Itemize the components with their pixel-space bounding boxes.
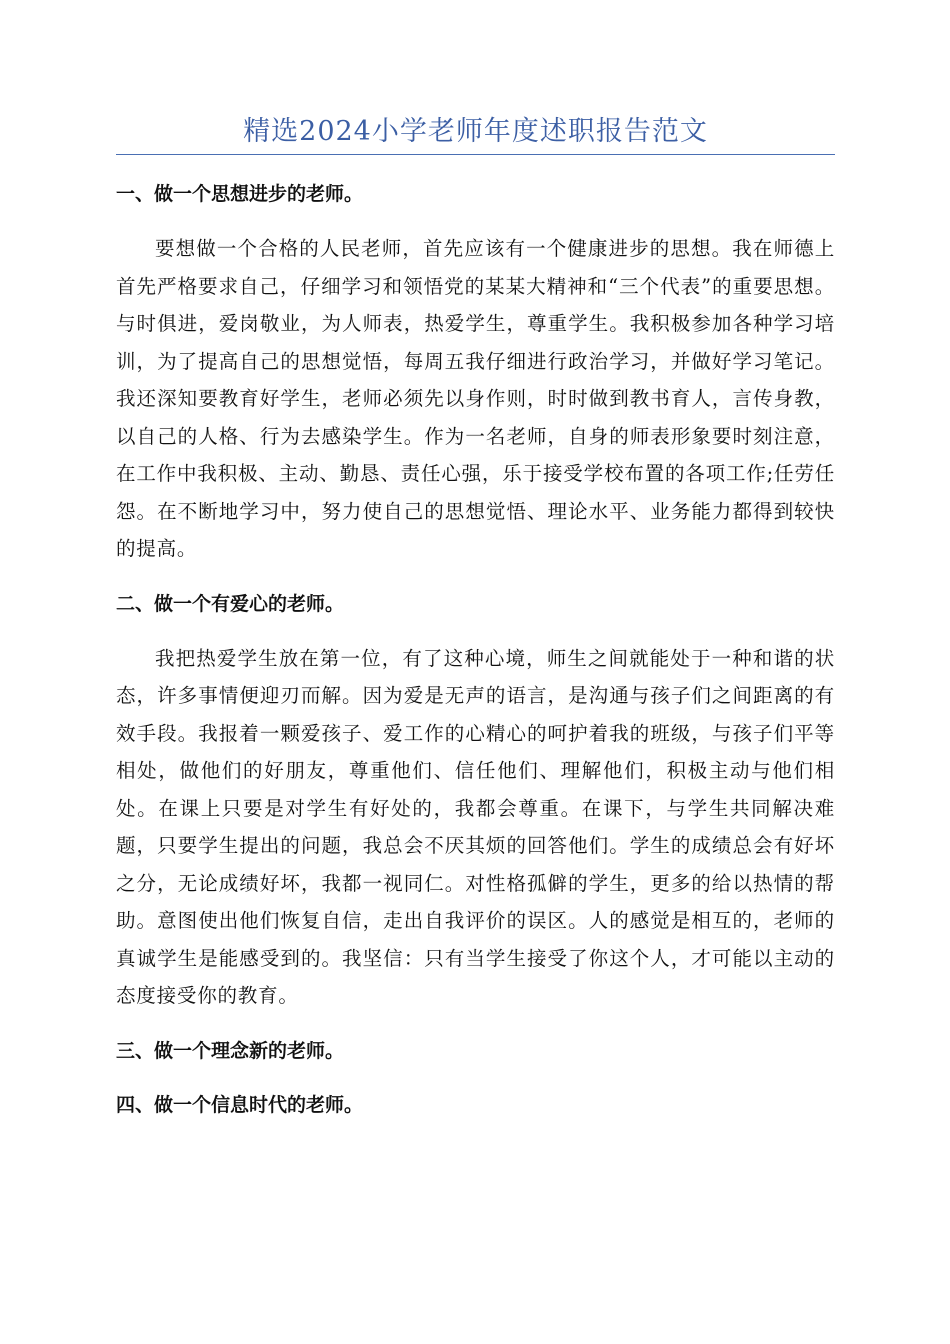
- title-underline: [116, 154, 835, 155]
- section-heading-3: 三、做一个理念新的老师。: [116, 1039, 345, 1062]
- section-heading-2: 二、做一个有爱心的老师。: [116, 592, 345, 615]
- document-body: [116, 176, 835, 1123]
- document-title: 精选2024小学老师年度述职报告范文: [243, 116, 708, 147]
- section-heading-1: 一、做一个思想进步的老师。: [116, 183, 364, 205]
- section-paragraph-1: 要想做一个合格的人民老师，首先应该有一个健康进步的思想。我在师德上首先严格要求自己，仔细学习和领悟党的某某大精神和“三个代表”的重要思想。与时俱进，爱岗敬业，为人师表，热爱学生，尊重学生。我积极参加各种学习培训，为了提高自己的思想觉悟，每周五我仔细进行政治学习，并做好学习笔记。我还深知要教育好学生，老师必须先以身作则，时时做到教书育人，言传身教，以自己的人格、行为去感染学生。作为一名老师，自身的师表形象要时刻注意，在工作中我积极、主动、勤恳、责任心强，乐于接受学校布置的各项工作;任劳任怨。在不断地学习中，努力使自己的思想觉悟、理论水平、业务能力都得到较快的提高。: [116, 237, 835, 560]
- section-paragraph-2: 我把热爱学生放在第一位，有了这种心境，师生之间就能处于一种和谐的状态，许多事情便迎刃而解。因为爱是无声的语言，是沟通与孩子们之间距离的有效手段。我报着一颗爱孩子、爱工作的心精心的呵护着我的班级，与孩子们平等相处，做他们的好朋友，尊重他们、信任他们、理解他们，积极主动与他们相处。在课上只要是对学生有好处的，我都会尊重。在课下，与学生共同解决难题，只要学生提出的问题，我总会不厌其烦的回答他们。学生的成绩总会有好坏之分，无论成绩好坏，我都一视同仁。对性格孤僻的学生，更多的给以热情的帮助。意图使出他们恢复自信，走出自我评价的误区。人的感觉是相互的，老师的真诚学生是能感受到的。我坚信：只有当学生接受了你这个人，才可能以主动的态度接受你的教育。: [116, 646, 835, 1007]
- section-heading-4: 四、做一个信息时代的老师。: [116, 1093, 364, 1116]
